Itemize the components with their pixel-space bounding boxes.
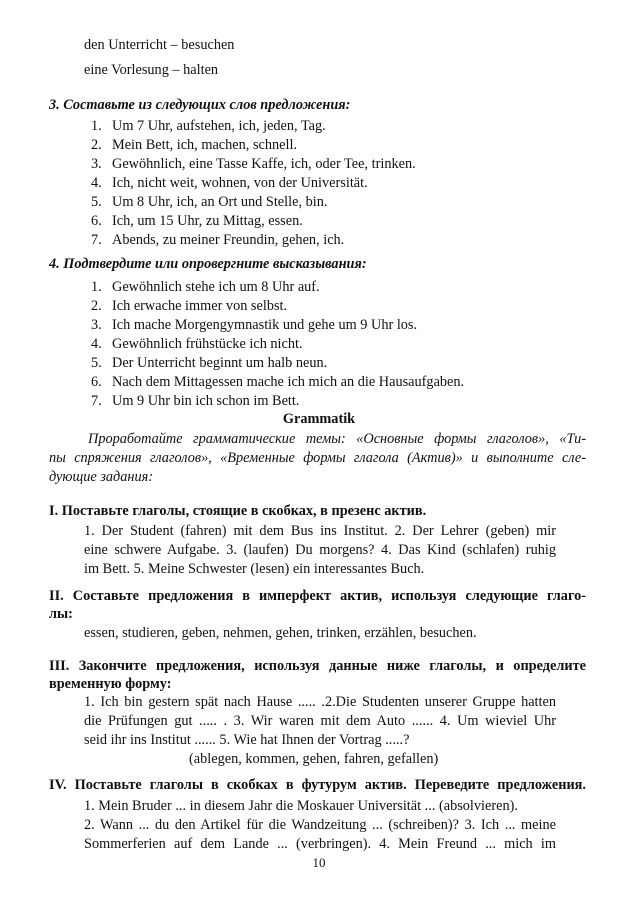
list-item — [91, 136, 297, 155]
text-line: den Unterricht – besuchen — [84, 37, 235, 53]
list-item — [91, 212, 303, 231]
text-line: die Prüfungen gut ..... . 3. Wir waren mit dem Auto ...... 4. Um wieviel Uhr — [84, 713, 556, 729]
item-number: 1. — [91, 118, 102, 134]
item-number: 7. — [91, 393, 102, 409]
item-number: 4. — [91, 336, 102, 352]
text-line: 1. Der Student (fahren) mit dem Bus ins Institut. 2. Der Lehrer (geben) mir — [84, 523, 556, 539]
text-line: eine schwere Aufgabe. 3. (laufen) Du morgens? 4. Das Kind (schlafen) ruhig — [84, 542, 556, 558]
item-text: Abends, zu meiner Freundin, gehen, ich. — [112, 232, 345, 248]
item-text: Um 7 Uhr, aufstehen, ich, jeden, Tag. — [112, 118, 326, 134]
item-text: Um 8 Uhr, ich, an Ort und Stelle, bin. — [112, 194, 328, 210]
exercise-2-heading: лы: — [49, 606, 73, 622]
intro-line: дующие задания: — [49, 469, 154, 485]
text-line: 2. Wann ... du den Artikel für die Wandzeitung ... (schreiben)? 3. Ich ... meine — [84, 817, 556, 833]
item-number: 3. — [91, 156, 102, 172]
item-number: 2. — [91, 137, 102, 153]
item-text: Ich erwache immer von selbst. — [112, 298, 288, 314]
text-line: seid ihr ins Institut ...... 5. Wie hat Ihnen der Vortrag .....? — [84, 732, 410, 748]
item-number: 7. — [91, 232, 102, 248]
item-number: 4. — [91, 175, 102, 191]
item-text: Mein Bett, ich, machen, schnell. — [112, 137, 298, 153]
text-line: im Bett. 5. Meine Schwester (lesen) ein interessantes Buch. — [84, 561, 425, 577]
item-text: Der Unterricht beginnt um halb neun. — [112, 355, 328, 371]
list-item — [91, 316, 417, 335]
text-line: 1. Ich bin gestern spät nach Hause ..... .2.Die Studenten unserer Gruppe hatten — [84, 694, 556, 710]
item-text: Ich, um 15 Uhr, zu Mittag, essen. — [112, 213, 303, 229]
item-text: Ich, nicht weit, wohnen, von der Universität. — [112, 175, 368, 191]
task4-heading: 4. Подтвердите или опровергните высказывания: — [49, 256, 367, 272]
text-line: essen, studieren, geben, nehmen, gehen, trinken, erzählen, besuchen. — [84, 625, 477, 641]
text-line: Sommerferien auf dem Lande ... (verbringen). 4. Mein Freund ... mich im — [84, 836, 556, 852]
item-number: 5. — [91, 194, 102, 210]
list-item — [91, 193, 327, 212]
task3-heading: 3. Составьте из следующих слов предложения: — [49, 97, 351, 113]
list-item — [91, 354, 327, 373]
exercise-4-heading: IV. Поставьте глаголы в скобках в футурум актив. Переведите предложения. — [49, 777, 586, 793]
item-number: 3. — [91, 317, 102, 333]
intro-line: Проработайте грамматические темы: «Основные формы глаголов», «Ти- — [88, 431, 586, 447]
item-text: Ich mache Morgengymnastik und gehe um 9 Uhr los. — [112, 317, 418, 333]
list-item — [91, 335, 303, 354]
list-item — [91, 278, 320, 297]
item-number: 5. — [91, 355, 102, 371]
item-text: Um 9 Uhr bin ich schon im Bett. — [112, 393, 300, 409]
item-number: 2. — [91, 298, 102, 314]
text-line: eine Vorlesung – halten — [84, 62, 219, 78]
list-item — [91, 297, 287, 316]
list-item — [91, 117, 326, 136]
exercise-2-heading: II. Составьте предложения в имперфект актив, используя следующие глаго- — [49, 588, 586, 604]
item-text: Gewöhnlich frühstücke ich nicht. — [112, 336, 303, 352]
section-title: Grammatik — [282, 411, 356, 427]
item-text: Nach dem Mittagessen mache ich mich an die Hausaufgaben. — [112, 374, 465, 390]
exercise-1-heading: I. Поставьте глаголы, стоящие в скобках, в презенс актив. — [49, 503, 427, 519]
item-number: 6. — [91, 213, 102, 229]
verb-list: (ablegen, kommen, gehen, fahren, gefallen) — [189, 751, 439, 767]
item-text: Gewöhnlich, eine Tasse Kaffe, ich, oder Tee, trinken. — [112, 156, 416, 172]
item-number: 6. — [91, 374, 102, 390]
item-text: Gewöhnlich stehe ich um 8 Uhr auf. — [112, 279, 320, 295]
list-item — [91, 231, 344, 250]
item-number: 1. — [91, 279, 102, 295]
list-item — [91, 155, 416, 174]
list-item — [91, 373, 464, 392]
text-line: 1. Mein Bruder ... in diesem Jahr die Moskauer Universität ... (absolvieren). — [84, 798, 518, 814]
exercise-3-heading: временную форму: — [49, 676, 172, 692]
exercise-3-heading: III. Закончите предложения, используя данные ниже глаголы, и определите — [49, 658, 586, 674]
list-item — [91, 392, 299, 411]
intro-line: пы спряжения глаголов», «Временные формы глагола (Актив)» и выполните сле- — [49, 450, 586, 466]
list-item — [91, 174, 368, 193]
page-number: 10 — [312, 855, 326, 870]
